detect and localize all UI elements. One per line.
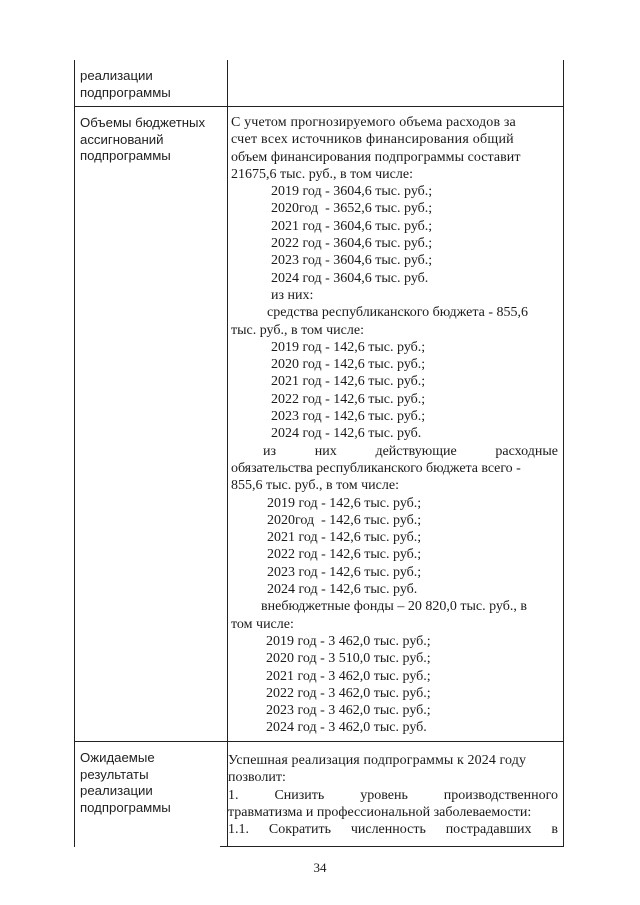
budget-intro-line: счет всех источников финансирования общий xyxy=(231,132,514,148)
existing-obligations-line: обязательства республиканского бюджета всего - xyxy=(231,460,521,476)
year-line: 2021 год - 142,6 тыс. руб.; xyxy=(267,530,422,546)
year-line: 2022 год - 3604,6 тыс. руб.; xyxy=(271,236,433,252)
results-line: Успешная реализация подпрограммы к 2024 году xyxy=(228,753,527,768)
republic-budget-line: тыс. руб., в том числе: xyxy=(231,322,364,338)
existing-obligations-line: 855,6 тыс. руб., в том числе: xyxy=(231,478,399,494)
republic-budget-line: средства республиканского бюджета - 855,6 xyxy=(267,305,529,321)
year-line: 2022 год - 3 462,0 тыс. руб.; xyxy=(266,685,431,701)
year-line: 2019 год - 3 462,0 тыс. руб.; xyxy=(266,633,431,649)
year-line: 2020 год - 3 510,0 тыс. руб.; xyxy=(266,651,431,667)
results-line: позволит: xyxy=(228,770,286,786)
year-line: 2020 год - 142,6 тыс. руб.; xyxy=(271,357,426,373)
year-line: 2019 год - 142,6 тыс. руб.; xyxy=(271,339,426,355)
year-line: 2023 год - 3604,6 тыс. руб.; xyxy=(271,253,433,269)
table-border-middle xyxy=(227,60,228,847)
year-line: 2019 год - 142,6 тыс. руб.; xyxy=(267,495,422,511)
row1-label: реализации подпрограммы xyxy=(80,68,171,100)
budget-text xyxy=(231,114,558,737)
table-border-bottom xyxy=(220,846,564,847)
results-item-1-1: 1.1. Сократить численность пострадавших в xyxy=(228,822,558,838)
year-line: 2023 год - 142,6 тыс. руб.; xyxy=(267,564,422,580)
year-line: 2021 год - 3604,6 тыс. руб.; xyxy=(271,218,433,234)
year-line: 2020год - 3652,6 тыс. руб.; xyxy=(271,201,433,217)
budget-label: Объемы бюджетных ассигнований подпрограммы xyxy=(80,115,206,163)
budget-intro-line: объем финансирования подпрограммы составит xyxy=(231,149,521,165)
extrabudgetary-line: внебюджетные фонды – 20 820,0 тыс. руб., в xyxy=(261,599,527,615)
year-line: 2024 год - 142,6 тыс. руб. xyxy=(267,582,418,598)
results-text xyxy=(228,752,558,838)
results-item-1: 1. Снизить уровень производственного xyxy=(228,787,558,803)
year-line: 2024 год - 3 462,0 тыс. руб. xyxy=(266,720,427,736)
year-line: 2020год - 142,6 тыс. руб.; xyxy=(267,512,422,528)
of-them-label: из них: xyxy=(271,287,314,303)
budget-intro-line: С учетом прогнозируемого объема расходов за xyxy=(231,115,516,130)
results-line: травматизма и профессиональной заболеваемости: xyxy=(228,804,532,820)
table-border-left xyxy=(74,60,75,847)
budget-intro-line: 21675,6 тыс. руб., в том числе: xyxy=(231,166,413,182)
year-line: 2022 год - 142,6 тыс. руб.; xyxy=(267,547,422,563)
existing-obligations-line: из них действующие расходные xyxy=(263,443,558,459)
page-number: 34 xyxy=(313,860,327,875)
table-row-divider xyxy=(74,741,564,742)
year-line: 2019 год - 3604,6 тыс. руб.; xyxy=(271,184,433,200)
year-line: 2022 год - 142,6 тыс. руб.; xyxy=(271,391,426,407)
extrabudgetary-line: том числе: xyxy=(231,616,294,632)
year-line: 2023 год - 142,6 тыс. руб.; xyxy=(271,409,426,425)
results-label: Ожидаемые результаты реализации подпрограммы xyxy=(80,750,171,815)
table-border-right xyxy=(563,60,564,847)
year-line: 2024 год - 142,6 тыс. руб. xyxy=(271,426,422,442)
table-row-divider xyxy=(74,106,564,107)
year-line: 2024 год - 3604,6 тыс. руб. xyxy=(271,270,429,286)
year-line: 2021 год - 142,6 тыс. руб.; xyxy=(271,374,426,390)
year-line: 2023 год - 3 462,0 тыс. руб.; xyxy=(266,703,431,719)
year-line: 2021 год - 3 462,0 тыс. руб.; xyxy=(266,668,431,684)
